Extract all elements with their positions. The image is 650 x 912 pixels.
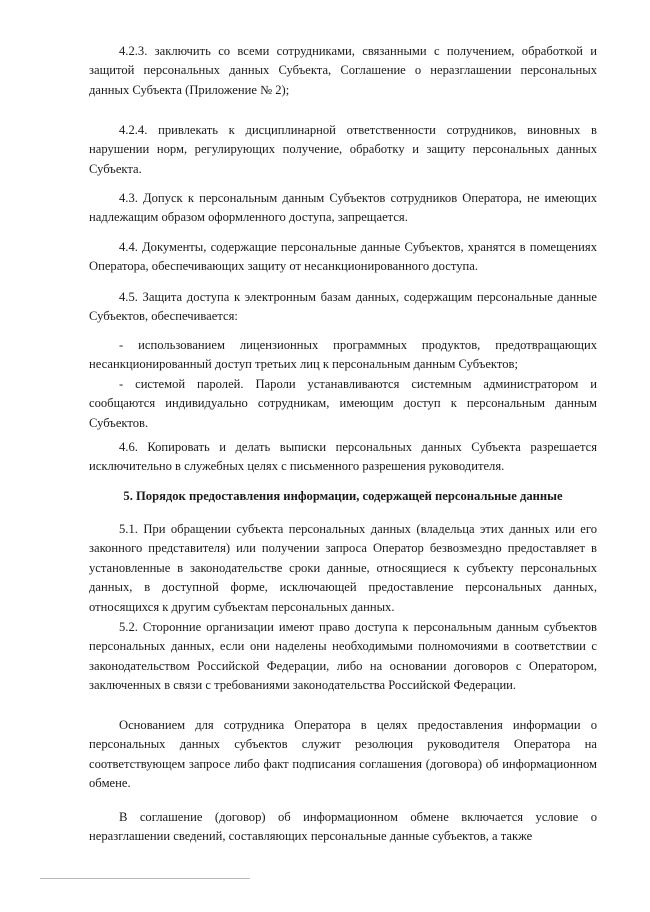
paragraph-basis: Основанием для сотрудника Оператора в целях предоставления информации о персональных данных субъектов служит резолюция руководителя Оператора на соответствующем запросе либо факт подписания соглашения (договора) об информационном обмене.: [89, 718, 597, 791]
paragraph-4-4: 4.4. Документы, содержащие персональные данные Субъектов, хранятся в помещениях Оператора, обеспечивающих защиту от несанкционированного доступа.: [89, 240, 597, 274]
paragraph-4-3: 4.3. Допуск к персональным данным Субъектов сотрудников Оператора, не имеющих надлежащим образом оформленного доступа, запрещается.: [89, 191, 597, 225]
paragraph-agreement: В соглашение (договор) об информационном обмене включается условие о неразглашении сведений, составляющих персональные данные субъектов, а также: [89, 810, 597, 844]
paragraph-5-2: 5.2. Сторонние организации имеют право доступа к персональным данным субъектов персональных данных, если они наделены необходимыми полномочиями в соответствии с законодательством Российской Федерации, либо на основании договоров с Оператором, заключенных в связи с требованиями законодательства Российской Федерации.: [89, 620, 597, 693]
list-item-passwords: - системой паролей. Пароли устанавливаются системным администратором и сообщаются индивидуально сотрудникам, имеющим доступ к персональным данным Субъектов.: [89, 377, 597, 430]
scan-edge-line: [40, 878, 250, 879]
paragraph-4-2-4: 4.2.4. привлекать к дисциплинарной ответственности сотрудников, виновных в нарушении норм, регулирующих получение, обработку и защиту персональных данных Субъекта.: [89, 123, 597, 176]
list-item-licensed-software: - использованием лицензионных программных продуктов, предотвращающих несанкционированный доступ третьих лиц к персональным данным Субъектов;: [89, 338, 597, 372]
section-heading-5: 5. Порядок предоставления информации, содержащей персональные данные: [123, 489, 563, 503]
paragraph-4-5: 4.5. Защита доступа к электронным базам данных, содержащим персональные данные Субъектов, обеспечивается:: [89, 290, 597, 324]
paragraph-4-6: 4.6. Копировать и делать выписки персональных данных Субъекта разрешается исключительно в служебных целях с письменного разрешения руководителя.: [89, 440, 597, 474]
paragraph-4-2-3: 4.2.3. заключить со всеми сотрудниками, связанными с получением, обработкой и защитой персональных данных Субъекта, Соглашение о неразглашении персональных данных Субъекта (Приложение № 2);: [89, 44, 597, 97]
paragraph-5-1: 5.1. При обращении субъекта персональных данных (владельца этих данных или его законного представителя) или получении запроса Оператор безвозмездно предоставляет в установленные в законодательстве сроки данные, относящиеся к субъекту персональных данных, в доступной форме, исключающей предоставление персональных данных, относящихся к другим субъектам персональных данных.: [89, 522, 597, 614]
